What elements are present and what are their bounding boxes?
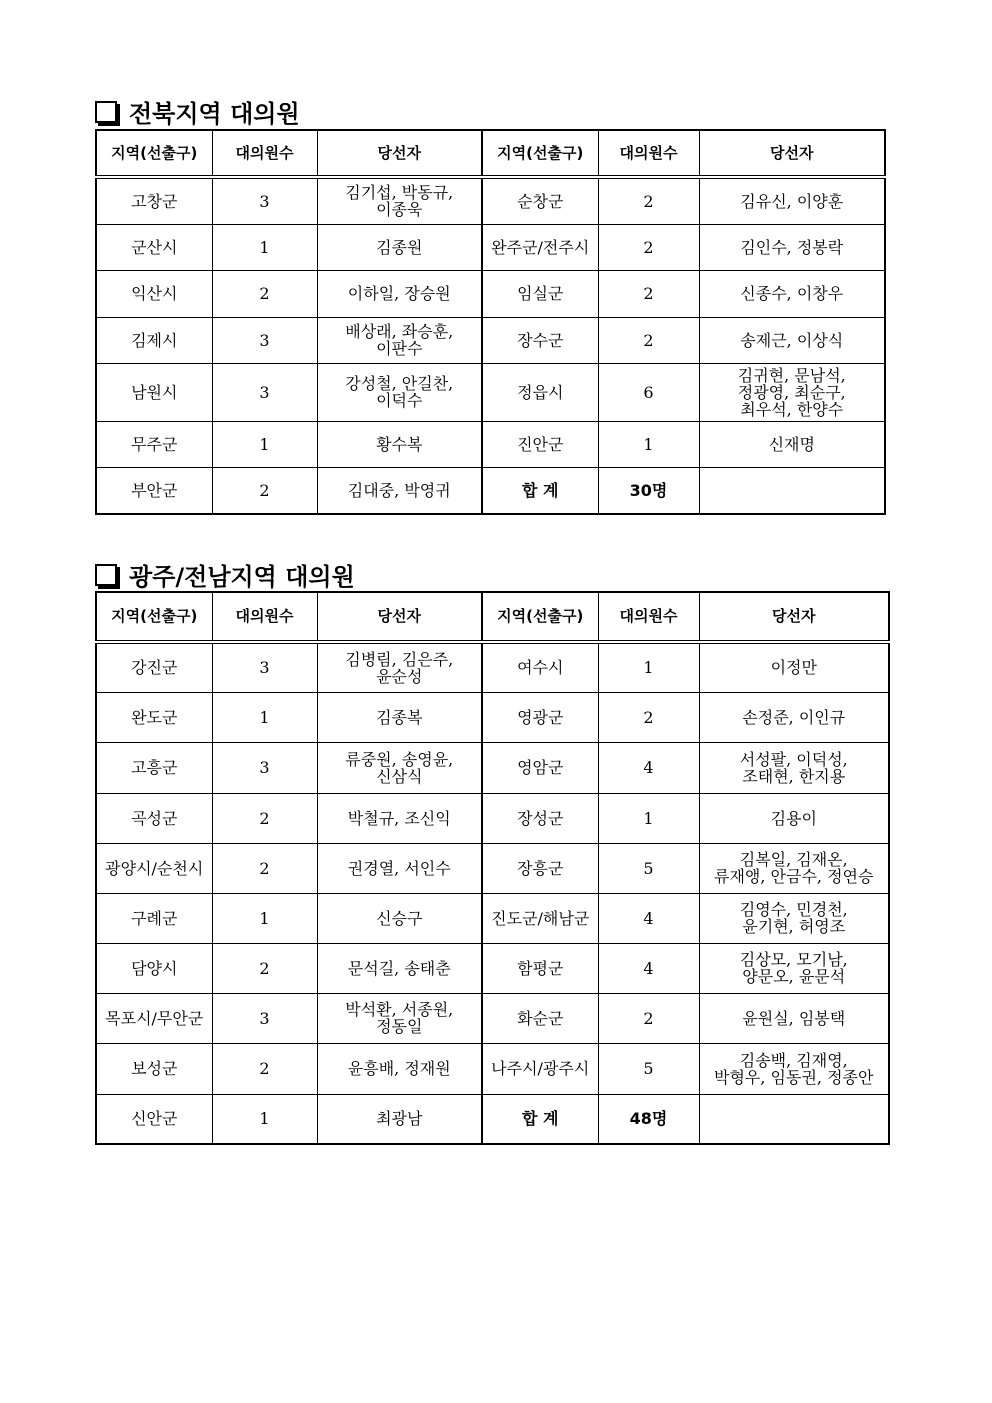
names-cell: 윤흥배, 정재원 <box>317 1043 482 1094</box>
count-cell: 2 <box>598 270 699 317</box>
names-cell: 김기섭, 박동규, 이종욱 <box>317 177 482 224</box>
section-heading-jeonbuk <box>95 94 300 129</box>
count-cell: 2 <box>598 177 699 224</box>
names-cell: 신종수, 이창우 <box>699 270 885 317</box>
names-cell: 윤원실, 임봉택 <box>699 993 889 1043</box>
count-cell: 3 <box>212 363 317 421</box>
names-cell: 황수복 <box>317 421 482 467</box>
names-cell: 박철규, 조신익 <box>317 793 482 843</box>
count-cell: 1 <box>212 1094 317 1144</box>
count-cell: 2 <box>212 943 317 993</box>
names-cell: 권경열, 서인수 <box>317 843 482 893</box>
region-cell: 강진군 <box>96 642 212 692</box>
checkbox-icon <box>95 101 117 123</box>
count-cell: 4 <box>598 943 699 993</box>
header-row <box>96 592 889 642</box>
header-region: 지역(선출구) <box>482 130 598 177</box>
region-cell: 김제시 <box>96 317 212 363</box>
names-cell: 김인수, 정봉락 <box>699 224 885 270</box>
count-cell: 1 <box>212 692 317 742</box>
region-cell: 목포시/무안군 <box>96 993 212 1043</box>
count-cell: 5 <box>598 843 699 893</box>
count-cell: 3 <box>212 742 317 793</box>
region-cell: 부안군 <box>96 467 212 514</box>
names-cell: 김영수, 민경천, 윤기현, 허영조 <box>699 893 889 943</box>
region-cell: 장흥군 <box>482 843 598 893</box>
names-cell: 김대중, 박영귀 <box>317 467 482 514</box>
checkbox-icon <box>95 564 117 586</box>
names-cell: 류중원, 송영윤, 신삼식 <box>317 742 482 793</box>
count-cell: 2 <box>598 224 699 270</box>
region-cell: 보성군 <box>96 1043 212 1094</box>
region-cell: 고흥군 <box>96 742 212 793</box>
count-cell: 4 <box>598 742 699 793</box>
count-cell: 3 <box>212 993 317 1043</box>
region-cell: 여수시 <box>482 642 598 692</box>
header-region: 지역(선출구) <box>96 130 212 177</box>
table-row <box>96 224 885 270</box>
region-cell: 무주군 <box>96 421 212 467</box>
table-row <box>96 467 885 514</box>
table-row <box>96 421 885 467</box>
table-row <box>96 692 889 742</box>
count-cell: 1 <box>598 421 699 467</box>
table-row <box>96 742 889 793</box>
count-cell: 3 <box>212 642 317 692</box>
region-cell: 신안군 <box>96 1094 212 1144</box>
count-cell: 2 <box>212 270 317 317</box>
names-cell: 김송백, 김재영, 박형우, 임동권, 정종안 <box>699 1043 889 1094</box>
region-cell: 완도군 <box>96 692 212 742</box>
region-cell: 담양시 <box>96 943 212 993</box>
total-label-cell: 합 계 <box>482 1094 598 1144</box>
names-cell: 김종복 <box>317 692 482 742</box>
count-cell: 3 <box>212 177 317 224</box>
table-row <box>96 993 889 1043</box>
header-names: 당선자 <box>317 130 482 177</box>
table-row <box>96 642 889 692</box>
section-title: 광주/전남지역 대의원 <box>129 563 355 591</box>
region-cell: 진안군 <box>482 421 598 467</box>
jeonbuk-table <box>95 129 886 515</box>
region-cell: 함평군 <box>482 943 598 993</box>
table-row <box>96 1043 889 1094</box>
region-cell: 완주군/전주시 <box>482 224 598 270</box>
names-cell <box>699 1094 889 1144</box>
count-cell: 2 <box>212 467 317 514</box>
header-count: 대의원수 <box>598 592 699 642</box>
table-row <box>96 1094 889 1144</box>
section-title: 전북지역 대의원 <box>129 100 300 128</box>
total-count-cell: 30명 <box>598 467 699 514</box>
region-cell: 영암군 <box>482 742 598 793</box>
region-cell: 군산시 <box>96 224 212 270</box>
count-cell: 2 <box>598 317 699 363</box>
names-cell: 김복일, 김재온, 류재앵, 안금수, 정연승 <box>699 843 889 893</box>
header-region: 지역(선출구) <box>96 592 212 642</box>
names-cell: 송제근, 이상식 <box>699 317 885 363</box>
header-names: 당선자 <box>699 130 885 177</box>
names-cell: 김병림, 김은주, 윤순성 <box>317 642 482 692</box>
names-cell: 김귀현, 문남석, 정광영, 최순구, 최우석, 한양수 <box>699 363 885 421</box>
names-cell: 최광남 <box>317 1094 482 1144</box>
table-row <box>96 843 889 893</box>
table-row <box>96 363 885 421</box>
count-cell: 2 <box>598 692 699 742</box>
count-cell: 2 <box>598 993 699 1043</box>
region-cell: 장수군 <box>482 317 598 363</box>
names-cell: 강성철, 안길찬, 이덕수 <box>317 363 482 421</box>
header-region: 지역(선출구) <box>482 592 598 642</box>
names-cell: 김용이 <box>699 793 889 843</box>
header-count: 대의원수 <box>212 130 317 177</box>
table-row <box>96 317 885 363</box>
region-cell: 화순군 <box>482 993 598 1043</box>
table-row <box>96 177 885 224</box>
region-cell: 곡성군 <box>96 793 212 843</box>
region-cell: 남원시 <box>96 363 212 421</box>
count-cell: 1 <box>598 642 699 692</box>
count-cell: 1 <box>212 224 317 270</box>
region-cell: 영광군 <box>482 692 598 742</box>
names-cell: 이정만 <box>699 642 889 692</box>
table-row <box>96 893 889 943</box>
region-cell: 익산시 <box>96 270 212 317</box>
header-row <box>96 130 885 177</box>
region-cell: 임실군 <box>482 270 598 317</box>
region-cell: 진도군/해남군 <box>482 893 598 943</box>
count-cell: 6 <box>598 363 699 421</box>
table-row <box>96 270 885 317</box>
total-count-cell: 48명 <box>598 1094 699 1144</box>
names-cell: 신승구 <box>317 893 482 943</box>
names-cell: 박석환, 서종원, 정동일 <box>317 993 482 1043</box>
total-label-cell: 합 계 <box>482 467 598 514</box>
count-cell: 3 <box>212 317 317 363</box>
count-cell: 1 <box>212 893 317 943</box>
table-row <box>96 793 889 843</box>
names-cell: 김종원 <box>317 224 482 270</box>
table-row <box>96 943 889 993</box>
names-cell: 배상래, 좌승훈, 이판수 <box>317 317 482 363</box>
header-names: 당선자 <box>699 592 889 642</box>
section-heading-gwangju-jeonnam <box>95 557 355 592</box>
region-cell: 구례군 <box>96 893 212 943</box>
count-cell: 2 <box>212 793 317 843</box>
region-cell: 순창군 <box>482 177 598 224</box>
count-cell: 1 <box>598 793 699 843</box>
names-cell: 서성팔, 이덕성, 조태현, 한지용 <box>699 742 889 793</box>
region-cell: 광양시/순천시 <box>96 843 212 893</box>
header-count: 대의원수 <box>212 592 317 642</box>
gwangju-jeonnam-table <box>95 591 890 1145</box>
region-cell: 장성군 <box>482 793 598 843</box>
names-cell: 손정준, 이인규 <box>699 692 889 742</box>
names-cell <box>699 467 885 514</box>
header-names: 당선자 <box>317 592 482 642</box>
count-cell: 1 <box>212 421 317 467</box>
region-cell: 정읍시 <box>482 363 598 421</box>
names-cell: 김유신, 이양훈 <box>699 177 885 224</box>
count-cell: 2 <box>212 1043 317 1094</box>
header-count: 대의원수 <box>598 130 699 177</box>
count-cell: 5 <box>598 1043 699 1094</box>
region-cell: 나주시/광주시 <box>482 1043 598 1094</box>
region-cell: 고창군 <box>96 177 212 224</box>
names-cell: 문석길, 송태춘 <box>317 943 482 993</box>
names-cell: 신재명 <box>699 421 885 467</box>
count-cell: 2 <box>212 843 317 893</box>
names-cell: 이하일, 장승원 <box>317 270 482 317</box>
count-cell: 4 <box>598 893 699 943</box>
names-cell: 김상모, 모기남, 양문오, 윤문석 <box>699 943 889 993</box>
